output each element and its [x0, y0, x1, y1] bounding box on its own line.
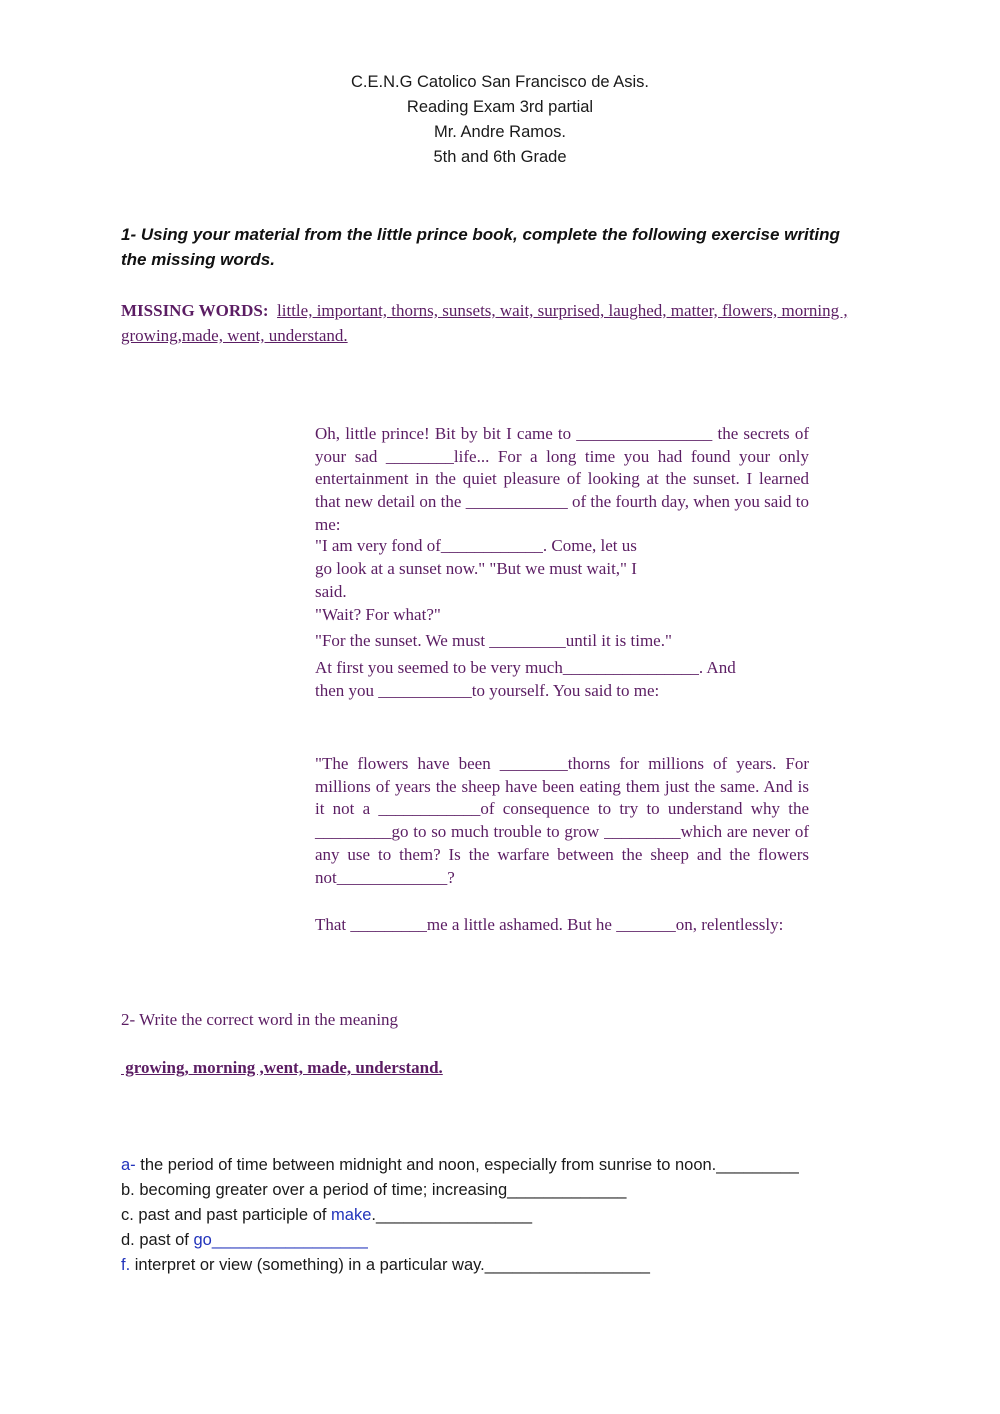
definition-c-text: c. past and past participle of [121, 1206, 332, 1224]
definition-d-blank: _________________ [211, 1231, 368, 1249]
definition-d-text: d. past of [121, 1231, 194, 1249]
grade-level: 5th and 6th Grade [433, 148, 567, 166]
teacher-name: Mr. Andre Ramos. [433, 123, 567, 141]
definition-b: b. becoming greater over a period of time; increasing_____________ [121, 1181, 627, 1199]
exam-header [0, 70, 1000, 170]
definition-d [121, 1228, 799, 1253]
definition-a-text: the period of time between midnight and noon, especially from sunrise to noon._________ [135, 1156, 799, 1174]
definition-d-word: go [193, 1231, 212, 1249]
passage-line: At first you seemed to be very much________________. And [315, 658, 736, 677]
passage-line: "I am very fond of____________. Come, let us [315, 536, 637, 555]
passage-line: then you ___________to yourself. You said to me: [315, 681, 660, 700]
missing-words-block [121, 298, 856, 348]
missing-words-label: MISSING WORDS: [121, 301, 269, 320]
school-name: C.E.N.G Catolico San Francisco de Asis. [350, 73, 650, 91]
passage-paragraph-1: Oh, little prince! Bit by bit I came to ________________ the secrets of your sad ________life... For a long time you had found your only entertainment in the quiet pleasure of looking at the sunset. I learned that new detail on the ____________ of the fourth day, when you said to me: [315, 424, 809, 534]
definition-f-text: interpret or view (something) in a particular way.__________________ [130, 1256, 650, 1274]
definition-c [121, 1203, 799, 1228]
definition-f [121, 1253, 799, 1278]
passage-paragraph-2: "The flowers have been ________thorns for millions of years. For millions of years the sheep have been eating them just the same. And is it not a ____________of consequence to try to understand why the _________go to so much trouble to grow _________which are never of any use to them? Is the warfare between the sheep and the flowers not_____________? [315, 754, 809, 887]
question1-instruction: 1- Using your material from the little prince book, complete the following exercise writing the missing words. [121, 225, 840, 269]
definition-c-word: make [331, 1206, 372, 1224]
passage-line: That _________me a little ashamed. But he _______on, relentlessly: [315, 915, 784, 934]
definitions-list [121, 1153, 799, 1278]
missing-words-list: little, important, thorns, sunsets, wait, surprised, laughed, matter, flowers, morning , growing,made, went, understand. [121, 301, 848, 345]
definition-a-prefix: a- [121, 1156, 136, 1174]
passage-line: said. [315, 582, 347, 601]
definition-c-blank: ._________________ [371, 1206, 532, 1224]
passage-line: "Wait? For what?" [315, 605, 441, 624]
definition-f-prefix: f. [121, 1256, 131, 1274]
question2-word-list: growing, morning ,went, made, understand. [121, 1058, 443, 1077]
definition-a [121, 1153, 799, 1178]
question2-instruction: 2- Write the correct word in the meaning [121, 1010, 399, 1029]
exam-title: Reading Exam 3rd partial [406, 98, 594, 116]
passage-line: "For the sunset. We must _________until it is time." [315, 631, 672, 650]
passage-line: go look at a sunset now." "But we must wait," I [315, 559, 637, 578]
